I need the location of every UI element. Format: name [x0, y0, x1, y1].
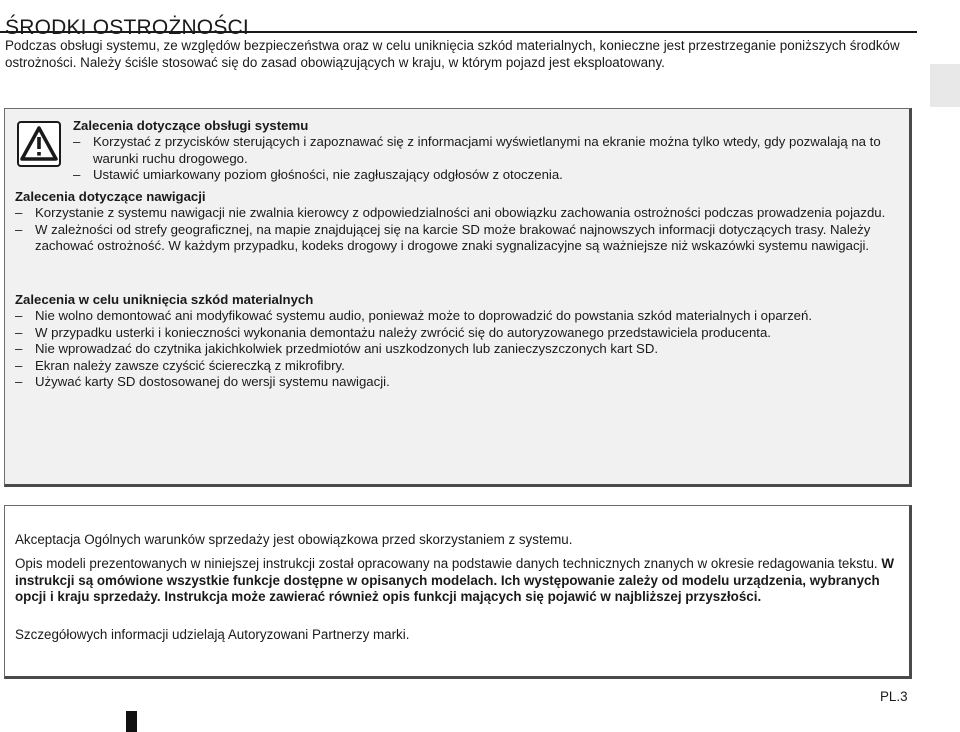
- dash-marker: –: [15, 324, 23, 340]
- bullet-list: [15, 308, 901, 391]
- info-box: [4, 505, 912, 679]
- page-title: ŚRODKI OSTROŻNOŚCI: [5, 16, 249, 40]
- page-number: PL.3: [880, 689, 908, 704]
- list-item-text: Ustawić umiarkowany poziom głośności, nie zagłuszający odgłosów z otoczenia.: [93, 167, 563, 182]
- list-item-text: Używać karty SD dostosowanej do wersji systemu nawigacji.: [35, 374, 390, 389]
- title-divider: [0, 31, 917, 33]
- list-item-text: Nie wolno demontować ani modyfikować systemu audio, ponieważ może to doprowadzić do powstania szkód materialnych i oparzeń.: [35, 308, 812, 323]
- section-heading: Zalecenia dotyczące obsługi systemu: [73, 118, 309, 133]
- warning-triangle-icon: [17, 121, 61, 167]
- warning-box: [4, 108, 912, 487]
- list-item-text: W zależności od strefy geograficznej, na mapie znajdującej się na karcie SD może brakować najnowszych informacji dotyczących trasy. Należy zachować ostrożność. W każdym przypadku, kodeks drogowy i drogowe znaki sygnalizacyjne są ważniejsze niż wskazówki systemu nawigacji.: [35, 221, 871, 253]
- section-tab-marker: [930, 64, 960, 107]
- info-paragraph-models: [15, 556, 899, 606]
- dash-marker: –: [15, 205, 23, 220]
- info-bold-text: W instrukcji są omówione wszystkie funkcje dostępne w opisanych modelach. Ich występowanie zależy od modelu urządzenia, wybranych opcji i kraju sprzedaży. Instrukcja może zawierać również opis funkcji mających się pojawić w najbliższej przyszłości.: [15, 556, 895, 604]
- list-item: [15, 358, 901, 375]
- list-item-text: Korzystanie z systemu nawigacji nie zwalnia kierowcy z odpowiedzialności ani obowiązku zachowania ostrożności podczas prowadzenia pojazdu.: [35, 205, 886, 220]
- list-item: [73, 134, 903, 167]
- info-paragraph-terms: Akceptacja Ogólnych warunków sprzedaży jest obowiązkowa przed skorzystaniem z systemu.: [15, 532, 573, 547]
- list-item: [15, 222, 901, 255]
- bullet-list: [73, 134, 903, 184]
- section-heading: Zalecenia dotyczące nawigacji: [15, 189, 206, 204]
- dash-marker: –: [15, 341, 23, 356]
- dash-marker: –: [15, 308, 23, 323]
- section-heading: Zalecenia w celu uniknięcia szkód materialnych: [15, 292, 314, 307]
- dash-marker: –: [15, 374, 23, 389]
- dash-marker: –: [15, 357, 23, 373]
- list-item: [15, 341, 901, 358]
- dash-marker: –: [73, 134, 81, 149]
- page-edge-marker: [126, 711, 137, 732]
- dash-marker: –: [73, 167, 81, 182]
- list-item: [15, 205, 901, 222]
- list-item-text: W przypadku usterki i konieczności wykonania demontażu należy zwrócić się do autoryzowanego przedstawiciela producenta.: [35, 324, 771, 340]
- dash-marker: –: [15, 221, 23, 237]
- intro-paragraph: Podczas obsługi systemu, ze względów bezpieczeństwa oraz w celu uniknięcia szkód materialnych, konieczne jest przestrzeganie poniższych środków ostrożności. Należy ściśle stosować się do zasad obowiązujących w kraju, w którym pojazd jest eksploatowany.: [5, 38, 900, 70]
- list-item: [15, 308, 901, 325]
- info-paragraph-partners: Szczegółowych informacji udzielają Autoryzowani Partnerzy marki.: [15, 627, 410, 642]
- list-item: [15, 374, 901, 391]
- list-item-text: Korzystać z przycisków sterujących i zapoznawać się z informacjami wyświetlanymi na ekranie można tylko wtedy, gdy pozwalają na to warunki ruchu drogowego.: [93, 134, 881, 166]
- list-item: [73, 167, 903, 184]
- bullet-list: [15, 205, 901, 255]
- list-item: [15, 325, 901, 342]
- section-system-operation: [73, 117, 903, 184]
- section-navigation: [15, 188, 901, 255]
- section-material-damage: [15, 291, 901, 391]
- list-item-text: Nie wprowadzać do czytnika jakichkolwiek przedmiotów ani uszkodzonych lub zanieczyszczonych kart SD.: [35, 341, 659, 356]
- list-item-text: Ekran należy zawsze czyścić ściereczką z mikrofibry.: [35, 357, 345, 373]
- info-text: Opis modeli prezentowanych w niniejszej instrukcji został opracowany na podstawie danych technicznych znanych w okresie redagowania tekstu.: [15, 556, 878, 571]
